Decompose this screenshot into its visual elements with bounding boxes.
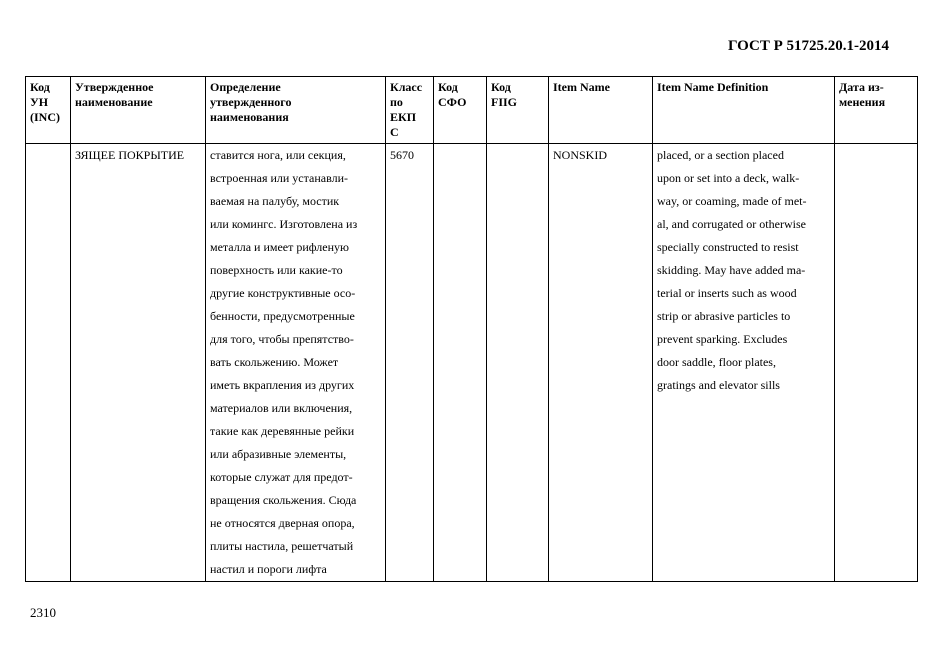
text-line: Код xyxy=(438,80,458,94)
header-sfo-code xyxy=(434,77,487,144)
text-line: upon or set into a deck, walk- xyxy=(657,171,800,185)
text-line: FIIG xyxy=(491,95,518,109)
text-line: way, or coaming, made of met- xyxy=(657,194,807,208)
header-row xyxy=(26,77,918,144)
page-number: 2310 xyxy=(30,605,56,620)
text-line: specially constructed to resist xyxy=(657,240,799,254)
table-row xyxy=(26,144,918,582)
text-line: strip or abrasive particles to xyxy=(657,309,791,323)
text-line: placed, or a section placed xyxy=(657,148,784,162)
text-line: материалов или включения, xyxy=(210,401,353,415)
document-code: ГОСТ Р 51725.20.1-2014 xyxy=(727,38,889,54)
cell-fiig-code xyxy=(487,144,549,582)
cell-change-date xyxy=(835,144,918,582)
text-line: СФО xyxy=(438,95,467,109)
text-line: встроенная или устанавли- xyxy=(210,171,349,185)
text-line: другие конструктивные осо- xyxy=(210,286,356,300)
header-inc-code xyxy=(26,77,71,144)
header-item-name-definition xyxy=(653,77,835,144)
text-line: al, and corrugated or otherwise xyxy=(657,217,806,231)
text-line: Код xyxy=(491,80,511,94)
text-line: door saddle, floor plates, xyxy=(657,355,776,369)
text-line: Item Name xyxy=(553,80,610,94)
text-line: бенности, предусмотренные xyxy=(210,309,355,323)
text-line: настил и пороги лифта xyxy=(210,562,327,576)
text-line: Класс xyxy=(390,80,423,94)
header-change-date xyxy=(835,77,918,144)
text-line: С xyxy=(390,125,399,139)
cell-ekps-class: 5670 xyxy=(386,144,434,582)
text-line: плиты настила, решетчатый xyxy=(210,539,354,553)
header-fiig-code xyxy=(487,77,549,144)
header-item-name xyxy=(549,77,653,144)
header-approved-name xyxy=(71,77,206,144)
text-line: (INC) xyxy=(30,110,60,124)
text-line: поверхность или какие-то xyxy=(210,263,343,277)
cell-item-name: NONSKID xyxy=(549,144,653,582)
text-line: gratings and elevator sills xyxy=(657,378,780,392)
text-line: ваемая на палубу, мостик xyxy=(210,194,340,208)
cell-inc-code xyxy=(26,144,71,582)
text-line: наименования xyxy=(210,110,289,124)
cell-sfo-code xyxy=(434,144,487,582)
text-line: ставится нога, или секция, xyxy=(210,148,346,162)
header-name-definition xyxy=(206,77,386,144)
text-line: Item Name Definition xyxy=(657,80,769,94)
text-line: или абразивные элементы, xyxy=(210,447,347,461)
text-line: Определение xyxy=(210,80,281,94)
text-line: утвержденного xyxy=(210,95,292,109)
text-line: для того, чтобы препятство- xyxy=(210,332,354,346)
text-line: или комингс. Изготовлена из xyxy=(210,217,358,231)
catalog-table xyxy=(25,76,918,582)
text-line: металла и имеет рифленую xyxy=(210,240,349,254)
text-line: вать скольжению. Может xyxy=(210,355,339,369)
cell-name-definition xyxy=(206,144,386,582)
cell-approved-name: ЗЯЩЕЕ ПОКРЫТИЕ xyxy=(71,144,206,582)
text-line: Утвержденное xyxy=(75,80,154,94)
text-line: Код xyxy=(30,80,50,94)
text-line: по xyxy=(390,95,403,109)
text-line: ЕКП xyxy=(390,110,417,124)
text-line: Дата из- xyxy=(839,80,884,94)
text-line: не относятся дверная опора, xyxy=(210,516,355,530)
text-line: менения xyxy=(839,95,886,109)
cell-item-name-definition xyxy=(653,144,835,582)
text-line: prevent sparking. Excludes xyxy=(657,332,788,346)
header-ekps-class xyxy=(386,77,434,144)
text-line: УН xyxy=(30,95,49,109)
text-line: наименование xyxy=(75,95,153,109)
text-line: terial or inserts such as wood xyxy=(657,286,797,300)
text-line: skidding. May have added ma- xyxy=(657,263,806,277)
text-line: которые служат для предот- xyxy=(210,470,353,484)
text-line: иметь вкрапления из других xyxy=(210,378,355,392)
text-line: такие как деревянные рейки xyxy=(210,424,355,438)
text-line: вращения скольжения. Сюда xyxy=(210,493,357,507)
